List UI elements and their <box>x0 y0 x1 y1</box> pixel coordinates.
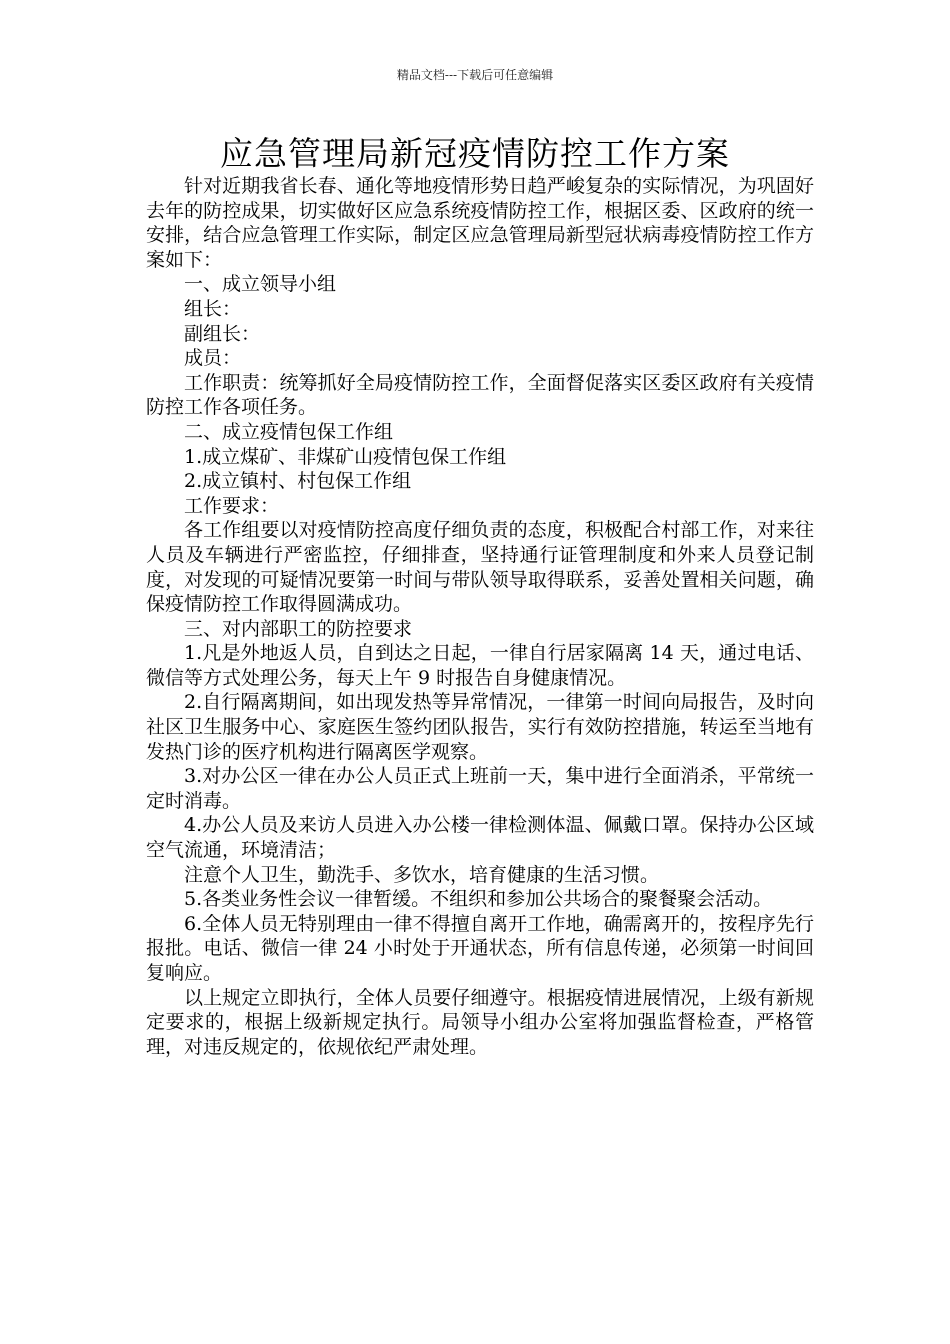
leader-line: 组长： <box>184 297 242 320</box>
list-item: 1.成立煤矿、非煤矿山疫情包保工作组 <box>184 445 507 468</box>
section-heading-3: 三、对内部职工的防控要求 <box>184 617 413 640</box>
document-body <box>146 174 814 1059</box>
list-item: 2.自行隔离期间，如出现发热等异常情况，一律第一时间向局报告，及时向社区卫生服务中心、家庭医生签约团队报告，实行有效防控措施，转运至当地有发热门诊的医疗机构进行隔离医学观察。 <box>146 691 814 763</box>
list-item: 2.成立镇村、村包保工作组 <box>184 470 412 493</box>
list-item: 4.办公人员及来访人员进入办公楼一律检测体温、佩戴口罩。保持办公区域空气流通，环境清洁； <box>146 814 814 862</box>
list-item: 5.各类业务性会议一律暂缓。不组织和参加公共场合的聚餐聚会活动。 <box>184 888 773 911</box>
list-item: 6.全体人员无特别理由一律不得擅自离开工作地，确需离开的，按程序先行报批。电话、微信一律 24 小时处于开通状态，所有信息传递，必须第一时间回复响应。 <box>146 912 814 984</box>
intro-paragraph: 针对近期我省长春、通化等地疫情形势日趋严峻复杂的实际情况，为巩固好去年的防控成果，切实做好区应急系统疫情防控工作，根据区委、区政府的统一安排，结合应急管理工作实际，制定区应急管理局新型冠状病毒疫情防控工作方案如下： <box>146 175 814 271</box>
hygiene-paragraph: 注意个人卫生，勤洗手、多饮水，培育健康的生活习惯。 <box>184 863 660 886</box>
duties-paragraph: 工作职责：统筹抓好全局疫情防控工作，全面督促落实区委区政府有关疫情防控工作各项任务。 <box>146 371 814 419</box>
list-item: 1.凡是外地返人员，自到达之日起，一律自行居家隔离 14 天，通过电话、微信等方式处理公务，每天上午 9 时报告自身健康情况。 <box>146 642 814 689</box>
header-note: 精品文档---下载后可任意编辑 <box>396 68 554 82</box>
section-heading-1: 一、成立领导小组 <box>184 273 337 296</box>
closing-paragraph: 以上规定立即执行，全体人员要仔细遵守。根据疫情进展情况，上级有新规定要求的，根据上级新规定执行。局领导小组办公室将加强监督检查，严格管理，对违反规定的，依规依纪严肃处理。 <box>146 986 814 1058</box>
section-heading-2: 二、成立疫情包保工作组 <box>184 420 394 443</box>
list-item: 3.对办公区一律在办公人员正式上班前一天，集中进行全面消杀，平常统一定时消毒。 <box>146 765 814 812</box>
requirements-paragraph: 各工作组要以对疫情防控高度仔细负责的态度，积极配合村部工作，对来往人员及车辆进行严密监控，仔细排查，坚持通行证管理制度和外来人员登记制度，对发现的可疑情况要第一时间与带队领导取得联系，妥善处置相关问题，确保疫情防控工作取得圆满成功。 <box>146 519 814 616</box>
deputy-leader-line: 副组长： <box>184 322 261 345</box>
document-title: 应急管理局新冠疫情防控工作方案 <box>220 134 730 173</box>
members-line: 成员： <box>184 347 242 370</box>
requirements-label: 工作要求： <box>184 494 280 517</box>
